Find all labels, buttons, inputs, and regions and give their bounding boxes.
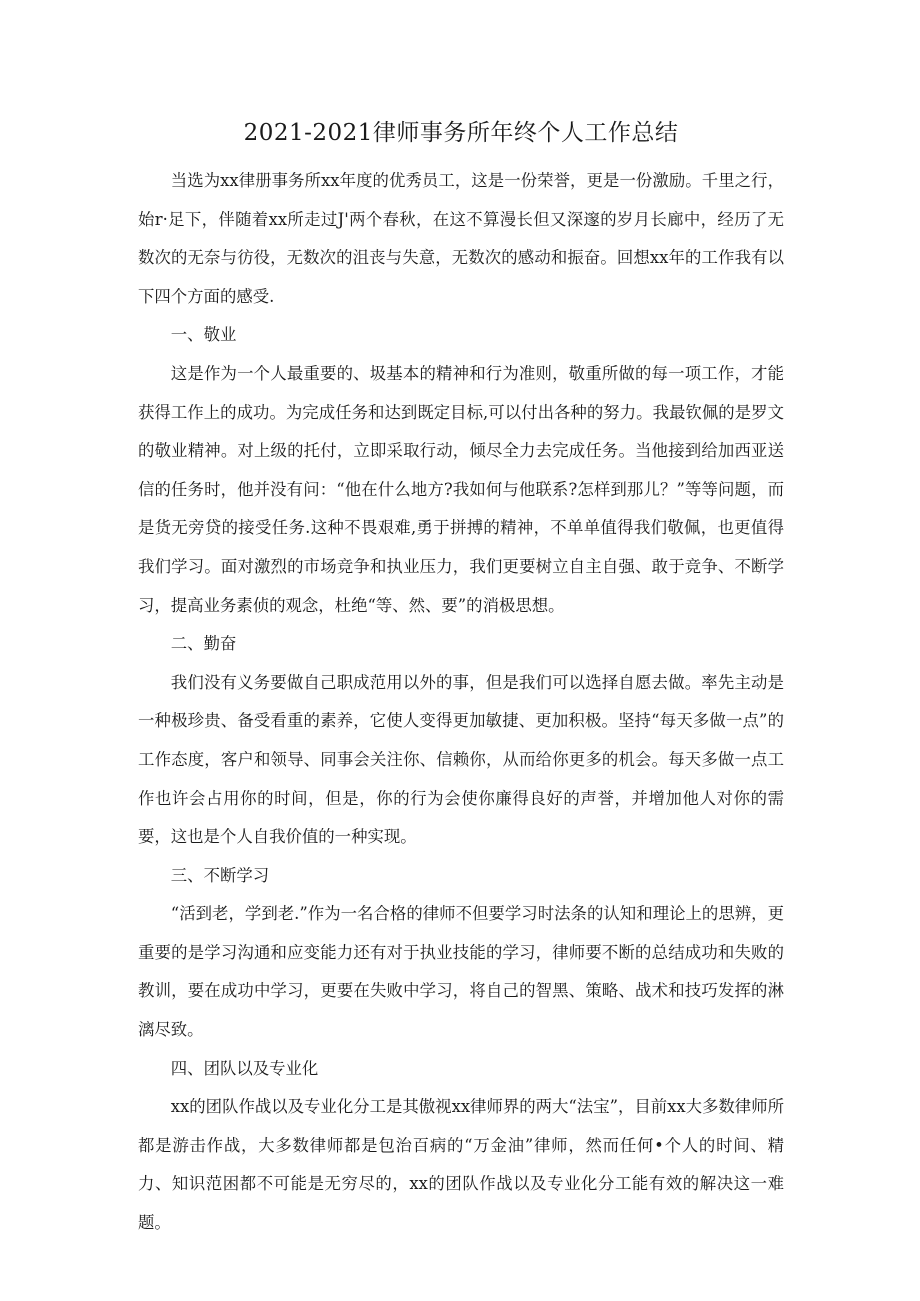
section-body-dedication: 这是作为一个人最重要的、圾基本的精神和行为准则，敬重所做的每一项工作，才能获得工作上的成功。为完成任务和达到既定目标,可以付出各种的努力。我最钦佩的是罗文的敬业精神。对上级的托付，立即采取行动，倾尽全力去完成任务。当他接到给加西亚送信的任务时，他并没有问：“他在什么地方?我如何与他联系?怎样到那儿？”等等问题，而是货无旁贷的接受任务.这种不畏艰难,勇于拼搏的精神，不单单值得我们敬佩，也更值得我们学习。面对激烈的市场竞争和执业压力，我们更要树立自主自强、敢于竞争、不断学习，提高业务素侦的观念，杜绝“等、然、要”的消极思想。 [138,363,784,615]
section-body-diligence: 我们没有义务要做自己职成范用以外的事，但是我们可以选择自愿去做。率先主动是一种极珍贵、备受看重的素养，它使人变得更加敏捷、更加积极。坚持“每天多做一点”的工作态度，客户和领导、同事会关注你、信赖你，从而给你更多的机会。每天多做一点工作也许会占用你的时间，但是，你的行为会使你廉得良好的声誉，并增加他人对你的需要，这也是个人自我价值的一种实现。 [138,672,784,847]
section-body-teamwork: xx的团队作战以及专业化分工是其傲视xx律师界的两大“法宝”，目前xx大多数律师所都是游击作战，大多数律师都是包治百病的“万金油”律师，然而任何•个人的时间、精力、知识范困都不可能是无穷尽的，xx的团队作战以及专业化分工能有效的解决这一难题。 [138,1097,784,1233]
section-heading-diligence: 二、勤奋 [170,634,237,654]
section-heading-dedication: 一、敬业 [170,325,237,345]
section-heading-teamwork: 四、团队以及专业化 [170,1058,319,1078]
section-body-learning: “活到老，学到老.”作为一名合格的律师不但要学习时法条的认知和理论上的思辨，更重要的是学习沟通和应变能力还有对于执业技能的学习，律师要不断的总结成功和失败的教训，要在成功中学习，更要在失败中学习，将自己的智黑、策略、战术和技巧发挥的淋漓尽致。 [138,904,784,1040]
intro-paragraph: 当选为xx律册事务所xx年度的优秀员工，这是一份荣誉，更是一份激励。千里之行，始r·足下，伴随着xx所走过J'两个春秋，在这不算漫长但又深邃的岁月长廊中，经历了无数次的无奈与彷役，无数次的沮丧与失意，无数次的感动和振奋。回想xx年的工作我有以下四个方面的感受. [138,171,784,306]
section-heading-learning: 三、不断学习 [170,865,270,885]
document-title: 2021-2021律师事务所年终个人工作总结 [243,120,679,146]
